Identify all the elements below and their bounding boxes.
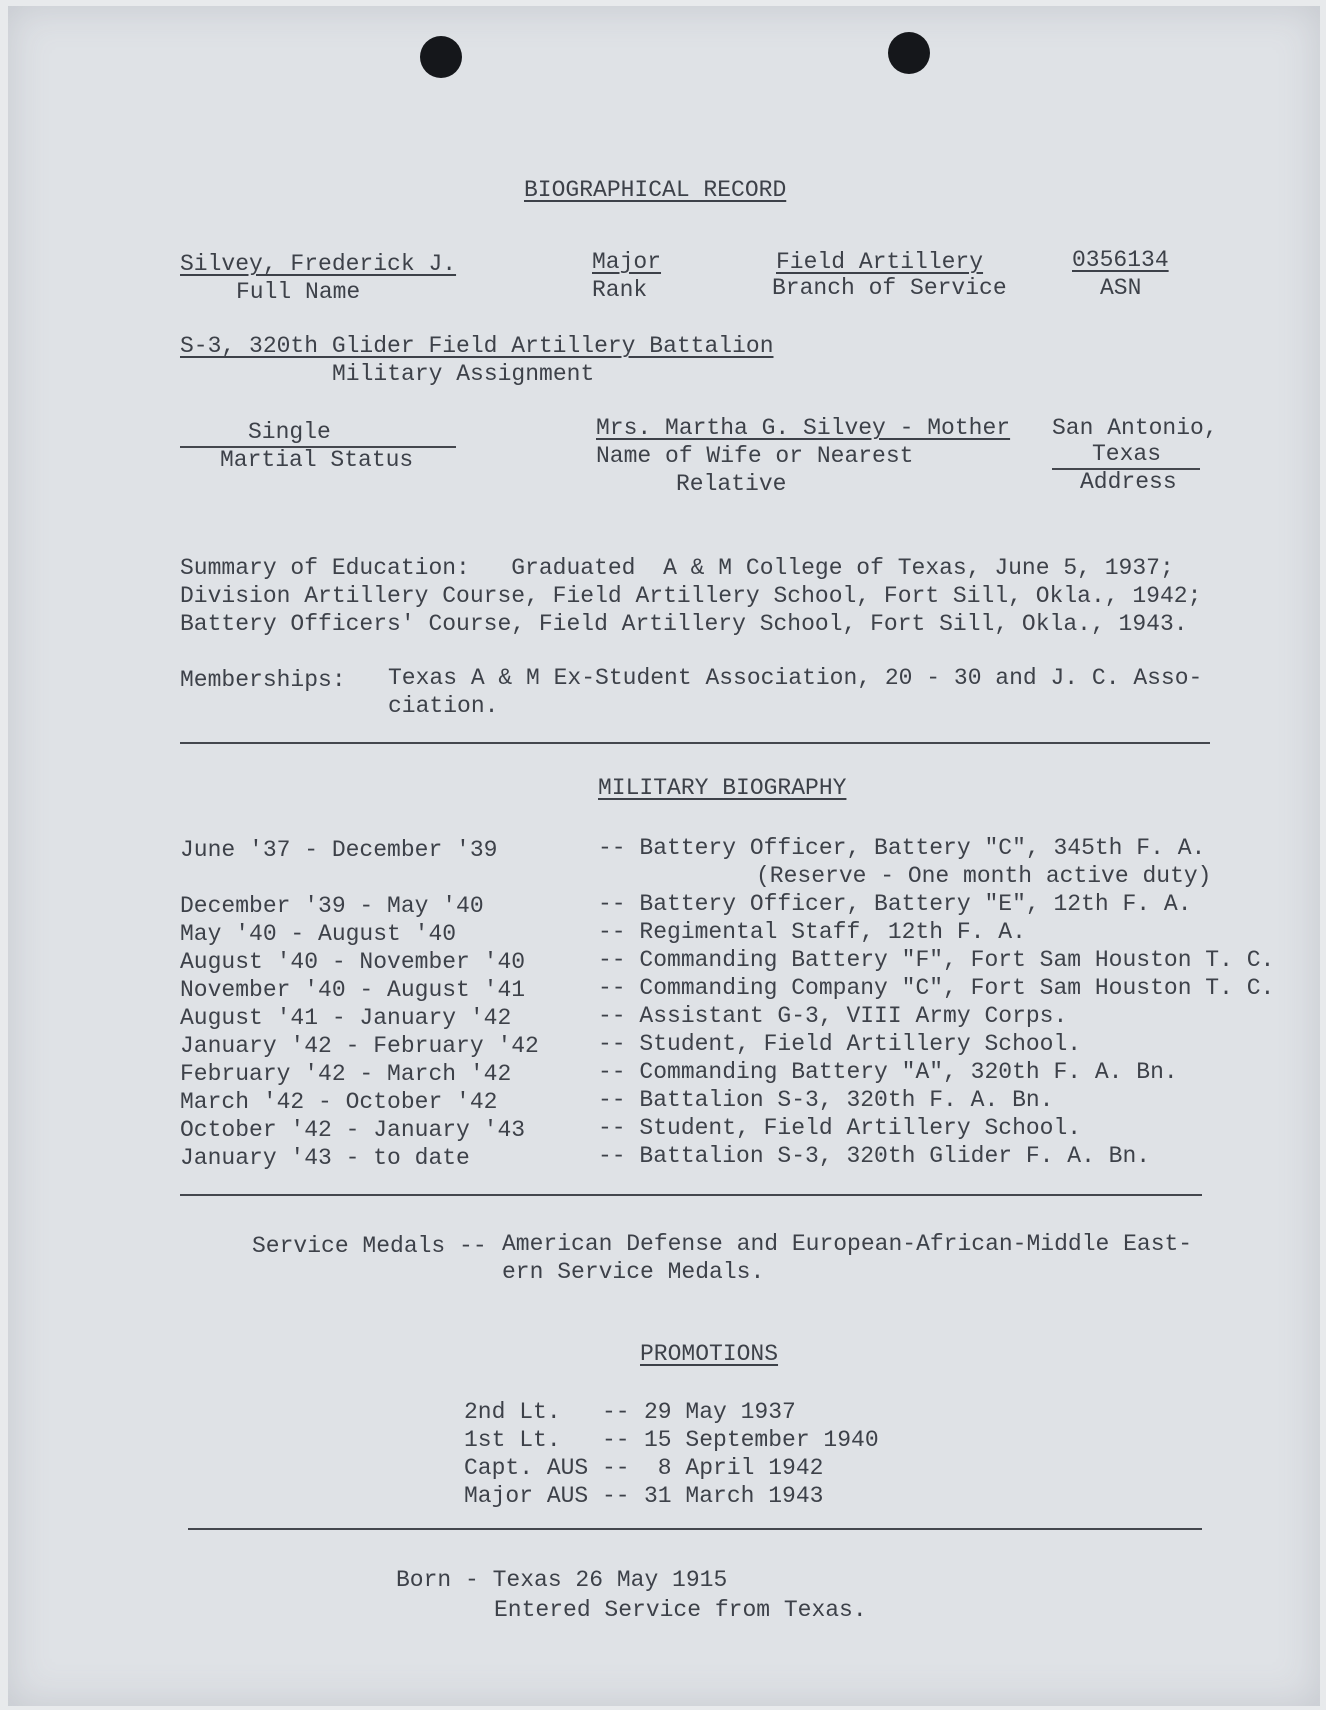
full-name-label: Full Name — [236, 279, 361, 305]
marital-label: Martial Status — [220, 447, 414, 473]
full-name-value: Silvey, Frederick J. — [180, 251, 457, 277]
promotion-rank: 1st Lt. — [464, 1427, 561, 1453]
rank-value: Major — [592, 249, 662, 275]
service-period: October '42 - January '43 — [180, 1117, 526, 1143]
service-duty: -- Battery Officer, Battery "E", 12th F. A. — [598, 891, 1192, 917]
service-duty: -- Student, Field Artillery School. — [598, 1115, 1082, 1141]
education-line: Division Artillery Course, Field Artillery School, Fort Sill, Okla., 1942; — [180, 583, 1202, 609]
promotion-date: 8 April 1942 — [644, 1455, 824, 1481]
assignment-label: Military Assignment — [332, 361, 595, 387]
education-line: Battery Officers' Course, Field Artillery School, Fort Sill, Okla., 1943. — [180, 611, 1188, 637]
promotion-rank: Capt. AUS — [464, 1455, 589, 1481]
service-period: May '40 - August '40 — [180, 921, 457, 947]
service-duty: -- Battalion S-3, 320th F. A. Bn. — [598, 1087, 1054, 1113]
promotion-separator: -- — [602, 1427, 630, 1453]
promotion-separator: -- — [602, 1455, 630, 1481]
rank-label: Rank — [592, 277, 648, 303]
service-period: March '42 - October '42 — [180, 1089, 498, 1115]
service-duty: -- Commanding Battery "F", Fort Sam Houston T. C. — [598, 947, 1275, 973]
medals-line: American Defense and European-African-Middle East- — [502, 1231, 1193, 1257]
document-title: BIOGRAPHICAL RECORD — [524, 177, 787, 203]
branch-value: Field Artillery — [776, 249, 984, 275]
service-period: December '39 - May '40 — [180, 893, 484, 919]
promotion-date: 15 September 1940 — [644, 1427, 879, 1453]
promotion-separator: -- — [602, 1399, 630, 1425]
military-biography-title: MILITARY BIOGRAPHY — [598, 775, 847, 801]
asn-label: ASN — [1100, 275, 1142, 301]
promotion-date: 29 May 1937 — [644, 1399, 796, 1425]
section-divider — [180, 1194, 1202, 1196]
service-duty-note: (Reserve - One month active duty) — [756, 863, 1212, 889]
address-label: Address — [1080, 469, 1177, 495]
marital-value: Single — [248, 419, 331, 445]
service-period: January '43 - to date — [180, 1145, 470, 1171]
promotions-title: PROMOTIONS — [640, 1341, 779, 1367]
service-period: August '40 - November '40 — [180, 949, 526, 975]
memberships-line: ciation. — [388, 693, 499, 719]
service-duty: -- Student, Field Artillery School. — [598, 1031, 1082, 1057]
branch-label: Branch of Service — [772, 275, 1007, 301]
service-period: November '40 - August '41 — [180, 977, 526, 1003]
promotion-rank: Major AUS — [464, 1483, 589, 1509]
punch-hole — [888, 32, 930, 74]
address-line-2: Texas — [1092, 441, 1162, 467]
asn-value: 0356134 — [1072, 247, 1169, 273]
promotion-rank: 2nd Lt. — [464, 1399, 561, 1425]
entered-service-info: Entered Service from Texas. — [494, 1597, 867, 1623]
address-line-1: San Antonio, — [1052, 415, 1218, 441]
promotion-separator: -- — [602, 1483, 630, 1509]
document-page — [8, 6, 1320, 1706]
relative-label-2: Relative — [676, 471, 787, 497]
assignment-value: S-3, 320th Glider Field Artillery Battalion — [180, 333, 774, 359]
promotion-date: 31 March 1943 — [644, 1483, 824, 1509]
medals-line: ern Service Medals. — [502, 1259, 765, 1285]
relative-value: Mrs. Martha G. Silvey - Mother — [596, 415, 1011, 441]
relative-label: Name of Wife or Nearest — [596, 443, 914, 469]
service-duty: -- Battery Officer, Battery "C", 345th F. A. — [598, 835, 1206, 861]
service-duty: -- Commanding Company "C", Fort Sam Houston T. C. — [598, 975, 1275, 1001]
memberships-label: Memberships: — [180, 667, 346, 693]
medals-label: Service Medals -- — [252, 1233, 487, 1259]
service-duty: -- Regimental Staff, 12th F. A. — [598, 919, 1026, 945]
section-divider — [188, 1528, 1202, 1530]
punch-hole — [420, 36, 462, 78]
service-period: February '42 - March '42 — [180, 1061, 512, 1087]
service-duty: -- Assistant G-3, VIII Army Corps. — [598, 1003, 1068, 1029]
birth-info: Born - Texas 26 May 1915 — [396, 1567, 728, 1593]
service-period: August '41 - January '42 — [180, 1005, 512, 1031]
education-line: Summary of Education: Graduated A & M College of Texas, June 5, 1937; — [180, 555, 1174, 581]
service-period: January '42 - February '42 — [180, 1033, 539, 1059]
service-duty: -- Battalion S-3, 320th Glider F. A. Bn. — [598, 1143, 1151, 1169]
section-divider — [180, 742, 1210, 744]
memberships-line: Texas A & M Ex-Student Association, 20 - 30 and J. C. Asso- — [388, 665, 1203, 691]
service-duty: -- Commanding Battery "A", 320th F. A. Bn. — [598, 1059, 1178, 1085]
service-period: June '37 - December '39 — [180, 837, 498, 863]
